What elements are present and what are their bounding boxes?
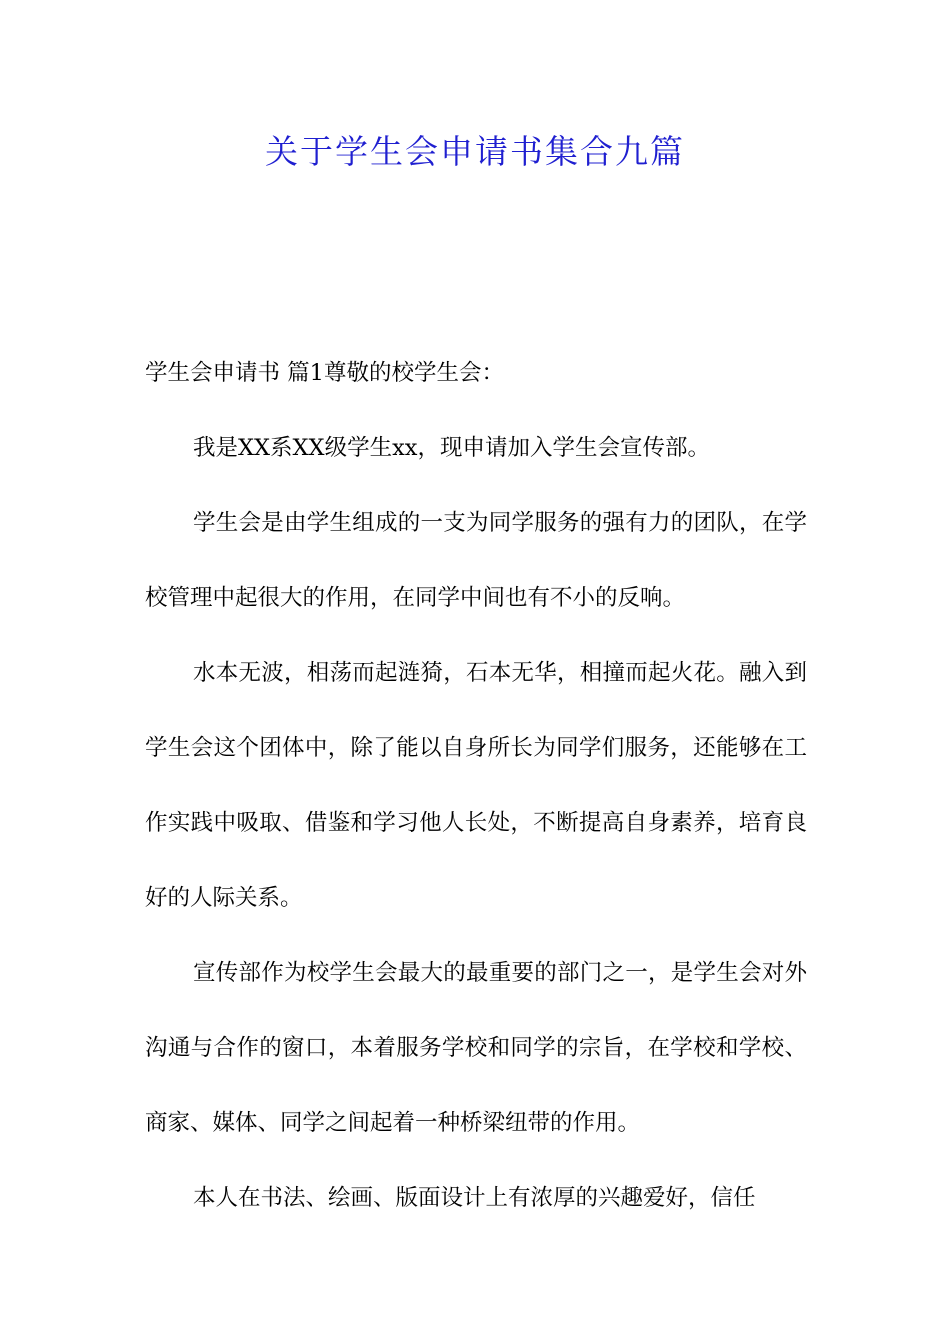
paragraph-motivation: 水本无波，相荡而起涟猗，石本无华，相撞而起火花。融入到学生会这个团体中，除了能以自身所长为同学们服务，还能够在工作实践中吸取、借鉴和学习他人长处，不断提高自身素养，培育良好的人际关系。 [145,660,807,911]
paragraph-publicity-department: 宣传部作为校学生会最大的最重要的部门之一，是学生会对外沟通与合作的窗口，本着服务学校和同学的宗旨，在学校和学校、商家、媒体、同学之间起着一种桥梁纽带的作用。 [145,960,807,1136]
paragraph-skills: 本人在书法、绘画、版面设计上有浓厚的兴趣爱好，信任 [193,1185,756,1211]
paragraph-student-union: 学生会是由学生组成的一支为同学服务的强有力的团队，在学校管理中起很大的作用，在同学中间也有不小的反响。 [145,510,807,611]
paragraph-intro: 我是XX系XX级学生xx，现申请加入学生会宣传部。 [193,435,710,461]
document-title: 关于学生会申请书集合九篇 [265,132,685,171]
document-body [145,336,807,1236]
paragraph-salutation: 学生会申请书 篇1尊敬的校学生会： [145,360,504,386]
